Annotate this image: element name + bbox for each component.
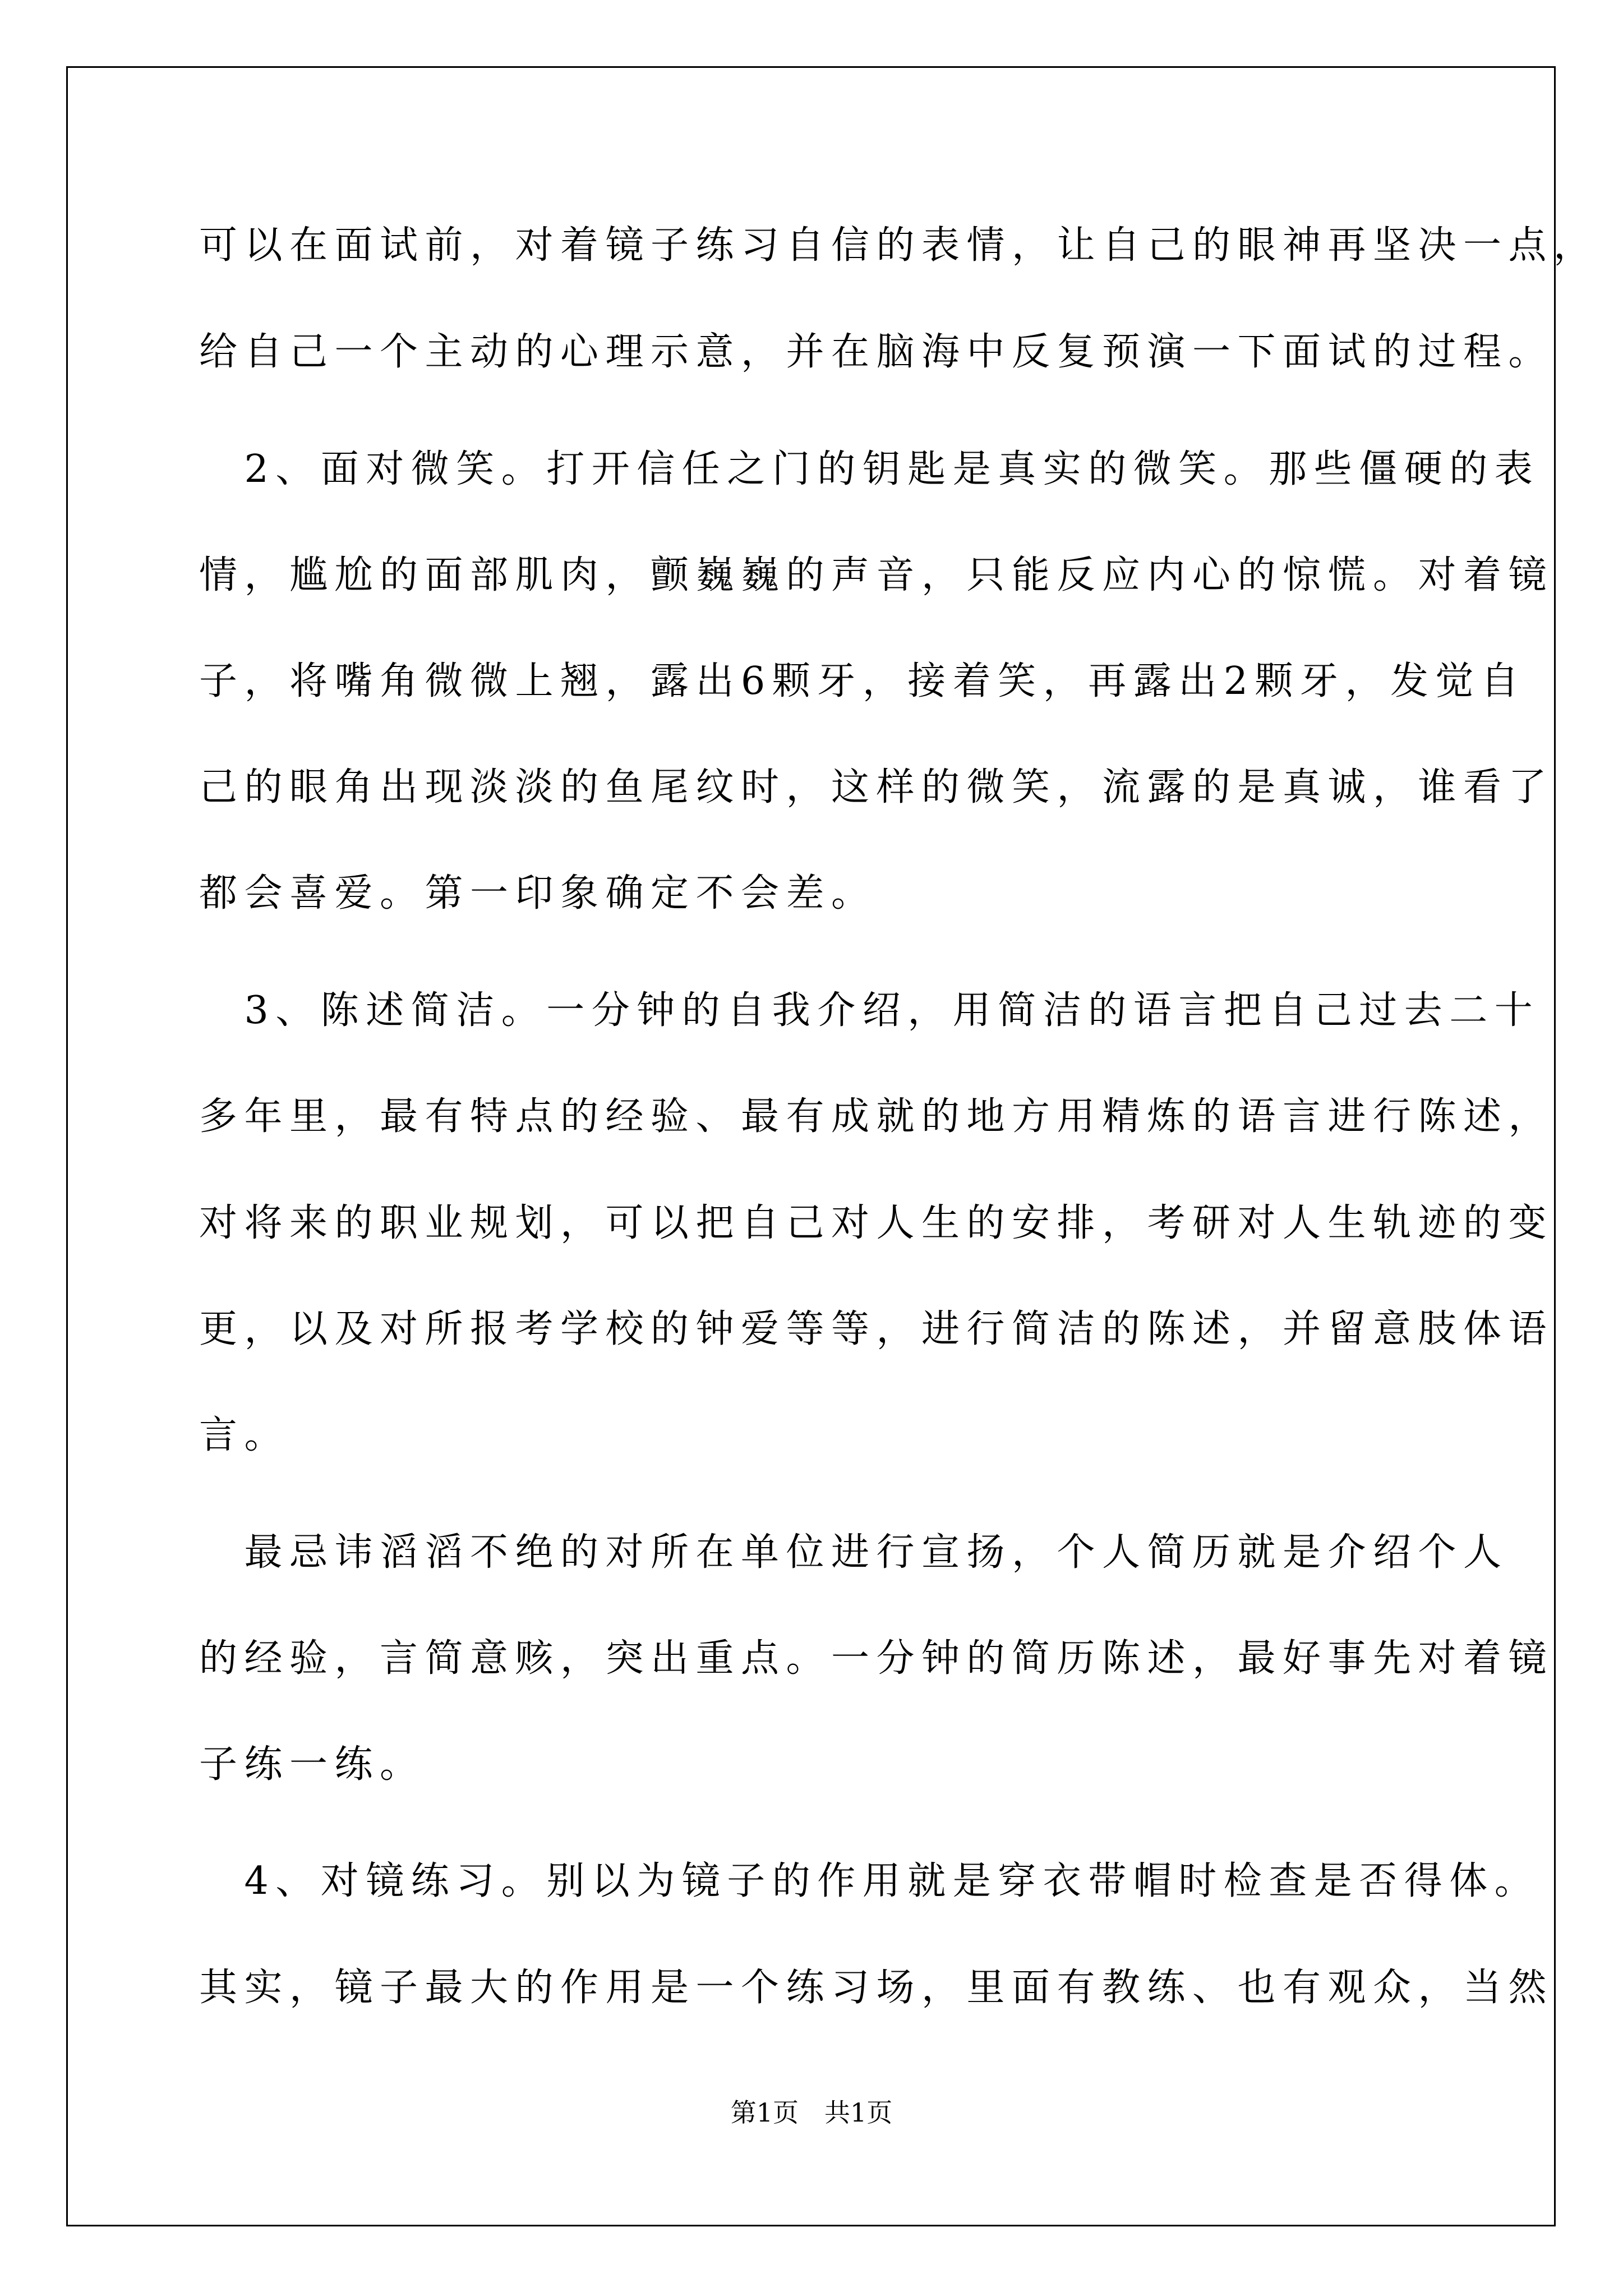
text-line: 都会喜爱。第一印象确定不会差。 (199, 871, 877, 915)
text-line: 给自己一个主动的心理示意，并在脑海中反复预演一下面试的过程。 (199, 330, 1554, 374)
text-line: 更，以及对所报考学校的钟爱等等，进行简洁的陈述，并留意肢体语 (199, 1307, 1554, 1351)
text-line: 的经验，言简意赅，突出重点。一分钟的简历陈述，最好事先对着镜 (199, 1636, 1554, 1681)
text-line: 子，将嘴角微微上翘，露出6颗牙，接着笑，再露出2颗牙，发觉自 (199, 659, 1526, 703)
text-line: 可以在面试前，对着镜子练习自信的表情，让自己的眼神再坚决一点， (199, 223, 1599, 268)
page-footer: 第1页 共1页 (730, 2097, 893, 2128)
text-line: 言。 (199, 1413, 290, 1457)
text-line: 3、陈述简洁。一分钟的自我介绍，用简洁的语言把自己过去二十 (199, 988, 1540, 1033)
text-line: 最忌讳滔滔不绝的对所在单位进行宣扬，个人简历就是介绍个人 (199, 1530, 1509, 1575)
text-line: 2、面对微笑。打开信任之门的钥匙是真实的微笑。那些僵硬的表 (199, 447, 1540, 491)
text-line: 子练一练。 (199, 1742, 425, 1787)
text-line: 情，尴尬的面部肌肉，颤巍巍的声音，只能反应内心的惊慌。对着镜 (199, 553, 1554, 597)
text-line: 4、对镜练习。别以为镜子的作用就是穿衣带帽时检查是否得体。 (199, 1859, 1540, 1903)
text-line: 己的眼角出现淡淡的鱼尾纹时，这样的微笑，流露的是真诚，谁看了 (199, 765, 1554, 809)
text-line: 其实，镜子最大的作用是一个练习场，里面有教练、也有观众，当然 (199, 1966, 1554, 2010)
text-line: 多年里，最有特点的经验、最有成就的地方用精炼的语言进行陈述， (199, 1094, 1554, 1139)
text-line: 对将来的职业规划，可以把自己对人生的安排，考研对人生轨迹的变 (199, 1201, 1554, 1245)
